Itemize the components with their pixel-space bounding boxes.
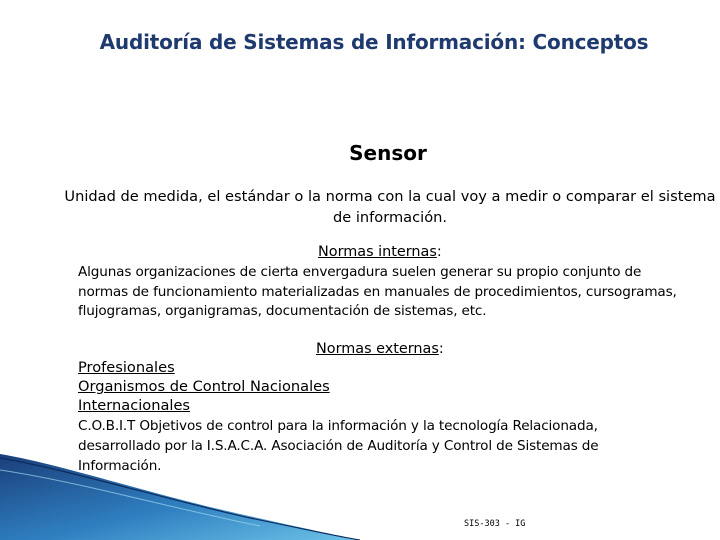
list-item: Profesionales — [78, 359, 175, 376]
footer-label: SIS-303 - IG — [464, 519, 526, 529]
slide-title: Auditoría de Sistemas de Información: Conceptos — [99, 30, 649, 54]
internas-paragraph: Algunas organizaciones de cierta envergadura suelen generar su propio conjunto de normas de funcionamiento materializadas en manuales de procedimientos, cursogramas, flujogramas, organigramas, documentación de sistemas, etc. — [78, 264, 677, 320]
externas-subheading — [316, 341, 444, 357]
externas-list — [78, 358, 330, 415]
internas-subheading — [318, 244, 442, 260]
externas-label: Normas externas — [316, 341, 439, 357]
section-heading: Sensor — [349, 141, 427, 165]
internas-label: Normas internas — [318, 244, 437, 260]
cobit-paragraph: C.O.B.I.T Objetivos de control para la información y la tecnología Relacionada, desarrollado por la I.S.A.C.A. Asociación de Auditoría y Control de Sistemas de Información. — [78, 418, 599, 474]
list-item: Internacionales — [78, 397, 191, 414]
definition-text: Unidad de medida, el estándar o la norma con la cual voy a medir o comparar el sistema de información. — [64, 188, 716, 226]
decorative-wave — [0, 454, 360, 540]
internas-colon: : — [436, 244, 442, 260]
list-item: Organismos de Control Nacionales — [78, 378, 330, 395]
externas-colon: : — [438, 341, 444, 357]
